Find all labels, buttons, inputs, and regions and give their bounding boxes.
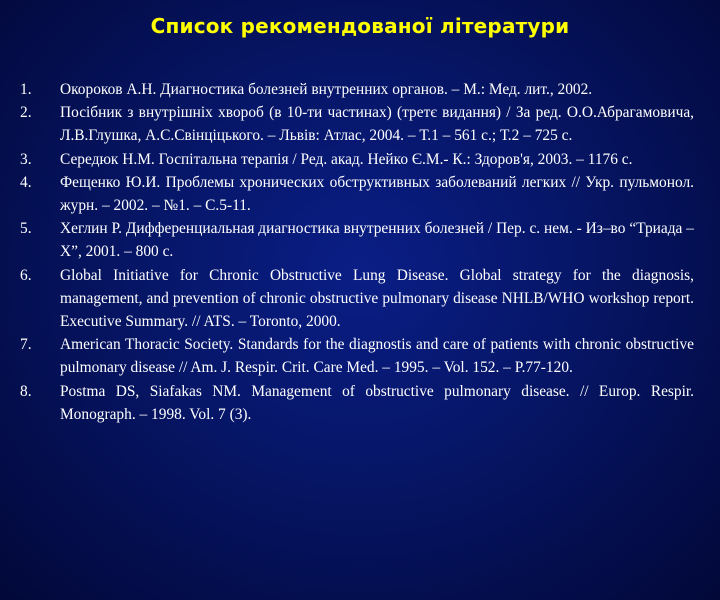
- reference-number: 2.: [20, 104, 32, 122]
- reference-number: 7.: [20, 336, 32, 354]
- reference-text: Хеглин Р. Дифференциальная диагностика внутренних болезней / Пер. с. нем. - Из–во “Триада – Х”, 2001. – 800 с.: [60, 220, 694, 261]
- reference-number: 8.: [20, 382, 32, 400]
- reference-text: Postma DS, Siafakas NM. Management of obstructive pulmonary disease. // Europ. Respir. Monograph. – 1998. Vol. 7 (3).: [60, 382, 694, 423]
- slide-title: Список рекомендованої літератури: [150, 14, 570, 38]
- reference-text: American Thoracic Society. Standards for the diagnostis and care of patients with chronic obstructive pulmonary disease // Am. J. Respir. Crit. Care Med. – 1995. – Vol. 152. – P.77-120.: [60, 336, 694, 377]
- reference-item: [20, 148, 694, 171]
- reference-number: 4.: [20, 173, 32, 191]
- reference-text: Окороков А.Н. Диагностика болезней внутренних органов. – М.: Мед. лит., 2002.: [60, 81, 593, 98]
- reference-item: [20, 380, 694, 426]
- reference-item: [20, 333, 694, 379]
- reference-text: Global Initiative for Chronic Obstructive Lung Disease. Global strategy for the diagnosis, management, and prevention of chronic obstructive pulmonary disease NHLB/WHO workshop report. Executive Summary. // ATS. – Toronto, 2000.: [60, 266, 694, 331]
- reference-text: Фещенко Ю.И. Проблемы хронических обструктивных заболеваний легких // Укр. пульмонол. журн. – 2002. – №1. – С.5-11.: [60, 173, 694, 215]
- reference-text: Середюк Н.М. Госпітальна терапія / Ред. акад. Нейко Є.М.- К.: Здоров'я, 2003. – 1176 с.: [60, 150, 633, 168]
- reference-number: 1.: [20, 81, 32, 98]
- reference-text: Посібник з внутрішніх хвороб (в 10-ти частинах) (третє видання) / За ред. О.О.Абрагамовича, Л.В.Глушка, А.С.Свінціцького. – Львів: Атлас, 2004. – Т.1 – 561 с.; Т.2 – 725 с.: [60, 104, 694, 145]
- reference-number: 3.: [20, 150, 32, 168]
- reference-item: [20, 171, 694, 217]
- reference-item: [20, 264, 694, 334]
- reference-item: [20, 78, 694, 101]
- reference-list: [20, 78, 694, 426]
- reference-number: 6.: [20, 266, 32, 284]
- reference-item: [20, 217, 694, 263]
- reference-number: 5.: [20, 220, 32, 238]
- reference-item: [20, 101, 694, 147]
